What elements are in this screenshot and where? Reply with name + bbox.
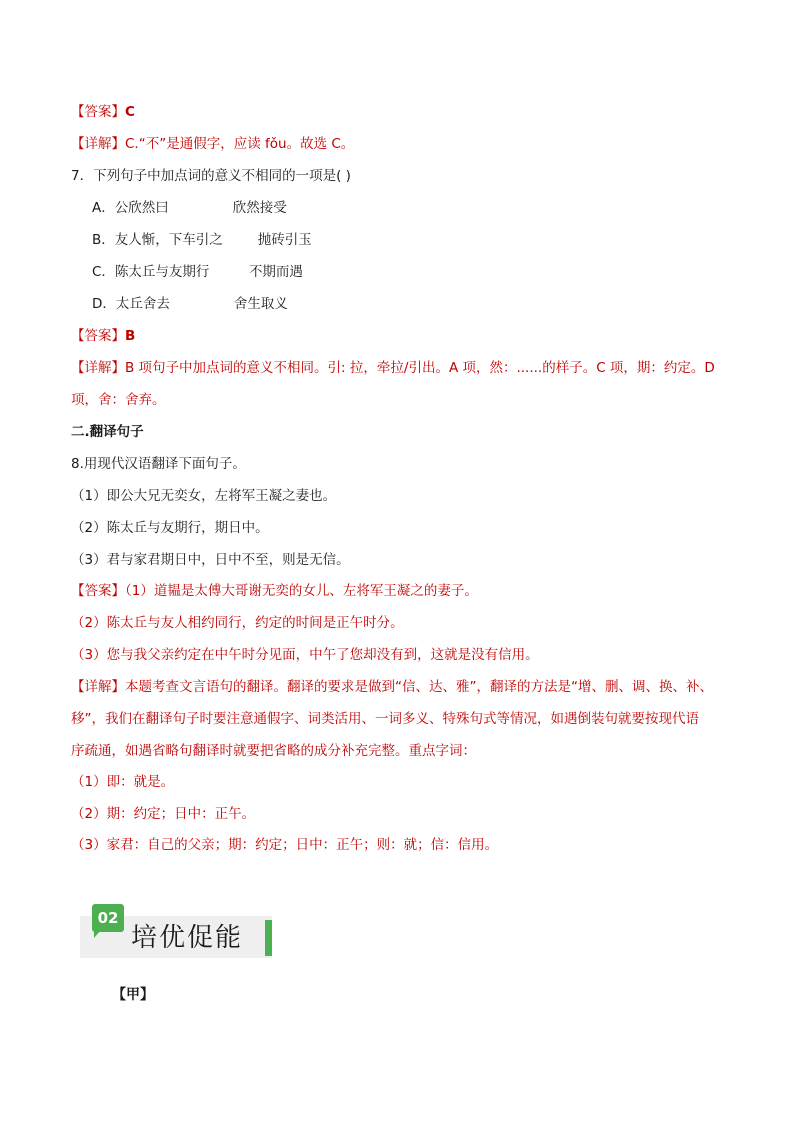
q7-answer xyxy=(71,327,744,345)
q8-keyword-3: （3）家君：自己的父亲；期：约定；日中：正午；则：就；信：信用。 xyxy=(71,837,499,853)
answer-text: （1）道韫是太傅大哥谢无奕的女儿、左将军王凝之的妻子。 xyxy=(125,583,478,599)
option-right: 不期而遇 xyxy=(248,264,303,280)
option-left: 友人惭，下车引之 xyxy=(114,232,223,248)
option-label: A． xyxy=(92,200,115,216)
detail-text: C.“不”是通假字，应读 fǒu。故选 C。 xyxy=(125,136,355,152)
option-right: 欣然接受 xyxy=(232,200,287,216)
passage-label: 【甲】 xyxy=(112,987,154,1003)
option-label: B． xyxy=(92,232,115,248)
q7-detail-line-2: 项，舍：舍弃。 xyxy=(71,392,166,408)
q8-answer-1 xyxy=(71,582,744,600)
section-title: 培优促能 xyxy=(131,923,244,953)
q8-answer-3: （3）您与我父亲约定在中午时分见面，中午了您却没有到，这就是没有信用。 xyxy=(71,647,539,663)
q7-stem: 7．下列句子中加点词的意义不相同的一项是( ) xyxy=(71,168,351,184)
section-heading: 二.翻译句子 xyxy=(71,424,144,440)
q8-sentence-1: （1）即公大兄无奕女，左将军王凝之妻也。 xyxy=(71,488,337,504)
option-right: 舍生取义 xyxy=(233,296,288,312)
option-label: C． xyxy=(92,264,115,280)
q6-answer xyxy=(71,103,744,121)
answer-tag: 【答案】 xyxy=(71,328,125,344)
q8-sentence-3: （3）君与家君期日中，日中不至，则是无信。 xyxy=(71,552,350,568)
q7-option-a xyxy=(92,199,744,217)
answer-value: B xyxy=(125,328,136,344)
section-number-badge: 02 xyxy=(92,904,124,932)
option-left: 公欣然曰 xyxy=(114,200,169,216)
option-right: 抛砖引玉 xyxy=(257,232,312,248)
q8-answer-2: （2）陈太丘与友人相约同行，约定的时间是正午时分。 xyxy=(71,615,404,631)
option-left: 太丘舍去 xyxy=(115,296,170,312)
detail-tag: 【详解】 xyxy=(71,679,125,695)
q8-detail-line-3: 序疏通，如遇省略句翻译时就要把省略的成分补充完整。重点字词： xyxy=(71,743,476,759)
q7-option-d xyxy=(92,295,744,313)
answer-tag: 【答案】 xyxy=(71,104,125,120)
q8-detail-line-2: 移”，我们在翻译句子时要注意通假字、词类活用、一词多义、特殊句式等情况，如遇倒装句就要按现代语 xyxy=(71,711,699,727)
answer-tag: 【答案】 xyxy=(71,583,125,599)
q7-option-c xyxy=(92,263,744,281)
accent-bar xyxy=(265,920,272,956)
option-left: 陈太丘与友期行 xyxy=(114,264,210,280)
q8-sentence-2: （2）陈太丘与友期行，期日中。 xyxy=(71,520,269,536)
q8-keyword-1: （1）即：就是。 xyxy=(71,774,175,790)
q8-stem: 8.用现代汉语翻译下面句子。 xyxy=(71,456,246,472)
detail-text: B 项句子中加点词的意义不相同。引: 拉，牵拉/引出。A 项，然：......的样子。C 项，期：约定。D xyxy=(125,360,715,376)
section-header xyxy=(80,909,272,958)
q7-option-b xyxy=(92,231,744,249)
q7-detail-line-1 xyxy=(71,359,744,377)
detail-text: 本题考查文言语句的翻译。翻译的要求是做到“信、达、雅”，翻译的方法是“增、删、调、换、补、 xyxy=(125,679,713,695)
detail-tag: 【详解】 xyxy=(71,360,125,376)
q8-keyword-2: （2）期：约定；日中：正午。 xyxy=(71,806,256,822)
answer-value: C xyxy=(125,104,135,120)
option-label: D． xyxy=(92,296,116,312)
detail-tag: 【详解】 xyxy=(71,136,125,152)
q8-detail-line-1 xyxy=(71,678,744,696)
q6-detail xyxy=(71,135,744,153)
